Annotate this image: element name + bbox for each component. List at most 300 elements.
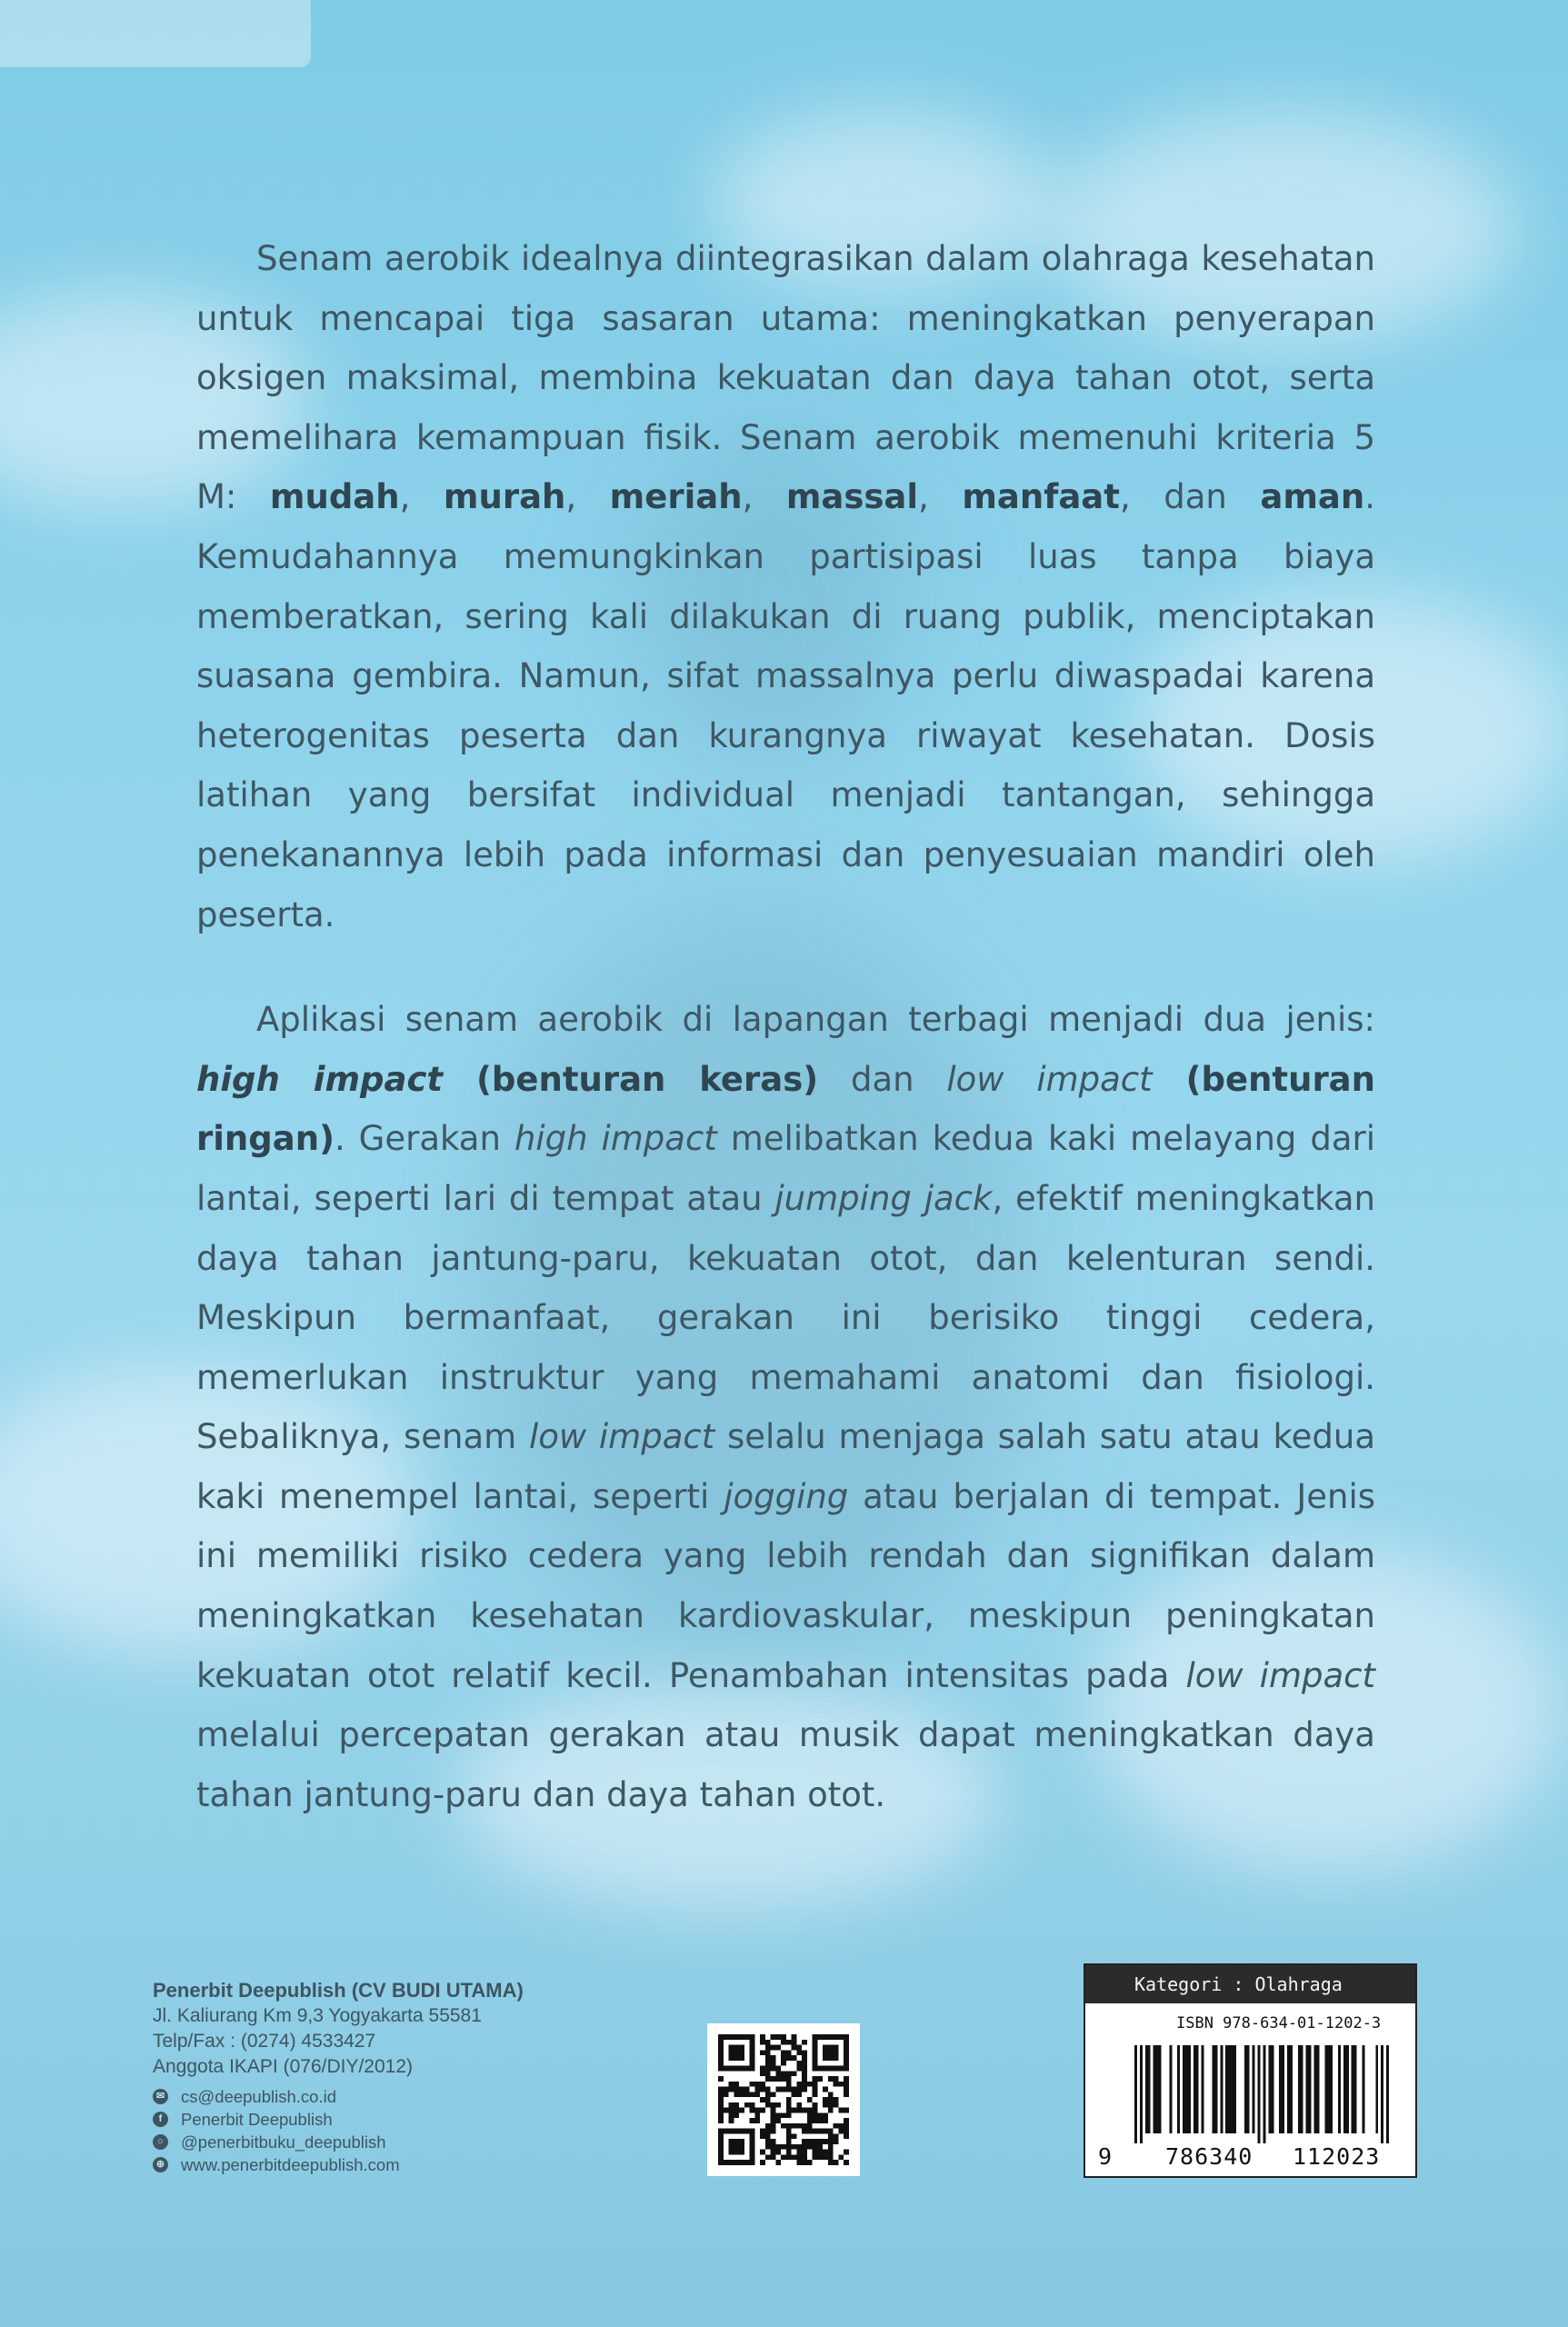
qr-module [792,2034,797,2040]
qr-module [834,2082,839,2087]
qr-module [786,2112,792,2118]
barcode-bar [1268,2045,1271,2133]
qr-module [729,2112,734,2118]
qr-module [718,2076,724,2082]
qr-module [771,2139,776,2144]
qr-module [786,2154,792,2160]
qr-module [834,2102,839,2108]
qr-module [813,2139,818,2144]
qr-module [802,2082,807,2087]
qr-module [786,2139,792,2144]
qr-module [792,2133,797,2139]
isbn-barcode [1084,1963,1417,2178]
qr-module [823,2087,828,2092]
barcode-bar [1279,2045,1282,2133]
qr-module [823,2102,828,2108]
qr-module [786,2150,792,2155]
barcode-bar [1306,2045,1309,2133]
qr-module [739,2092,744,2097]
barcode-bar [1148,2045,1151,2133]
qr-module [802,2066,807,2072]
contact-website: ⊕ www.penerbitdeepublish.com [153,2153,524,2176]
barcode-bar [1287,2045,1290,2133]
qr-module [765,2040,771,2045]
qr-module [802,2076,807,2082]
qr-module [734,2112,739,2118]
qr-code [707,2023,860,2176]
qr-module [771,2112,776,2118]
qr-module [786,2097,792,2102]
qr-module [796,2154,802,2160]
qr-module [754,2092,760,2097]
qr-module [834,2097,839,2102]
qr-module [771,2144,776,2150]
qr-module [771,2154,776,2160]
qr-module [754,2112,760,2118]
qr-module [844,2076,849,2082]
qr-module [844,2108,849,2113]
qr-module [817,2139,823,2144]
qr-module [807,2144,813,2150]
qr-module [786,2040,792,2045]
qr-module [786,2087,792,2092]
barcode-bar [1177,2045,1180,2133]
qr-module [775,2102,781,2108]
barcode-bar [1381,2045,1383,2143]
qr-module [781,2034,786,2040]
publisher-address: Jl. Kaliurang Km 9,3 Yogyakarta 55581 [153,2005,482,2026]
barcode-bar [1338,2045,1341,2133]
qr-module [802,2108,807,2113]
barcode-bar [1363,2045,1365,2133]
qr-module [786,2144,792,2150]
barcode-bar [1185,2045,1188,2133]
qr-module [771,2076,776,2082]
qr-module [729,2102,734,2108]
facebook-icon: f [153,2112,168,2127]
barcode-digits-right: 112023 [1293,2143,1381,2170]
qr-module [771,2129,776,2134]
qr-module [828,2139,834,2144]
barcode-bar [1196,2045,1199,2133]
qr-module [718,2112,724,2118]
qr-module [786,2055,792,2061]
qr-module [771,2123,776,2129]
qr-module [844,2129,849,2134]
qr-module [807,2112,813,2118]
qr-module [760,2087,765,2092]
qr-module [796,2123,802,2129]
qr-module [786,2133,792,2139]
qr-module [823,2118,828,2123]
qr-module [792,2144,797,2150]
qr-module [802,2061,807,2066]
barcode-bar [1346,2045,1349,2133]
qr-module [813,2102,818,2108]
qr-module [765,2123,771,2129]
qr-module [718,2118,724,2123]
qr-module [739,2087,744,2092]
qr-module [802,2144,807,2150]
qr-module [786,2082,792,2087]
qr-module [813,2154,818,2160]
qr-module [771,2066,776,2072]
qr-module [786,2108,792,2113]
qr-module [786,2076,792,2082]
qr-module [817,2154,823,2160]
qr-module [775,2076,781,2082]
contact-list [153,2085,524,2176]
qr-module [750,2092,755,2097]
barcode-bar [1253,2045,1255,2133]
qr-module [823,2112,828,2118]
publisher-name: Penerbit Deepublish (CV BUDI UTAMA) [153,1979,524,2002]
qr-module [754,2118,760,2123]
qr-module [823,2154,828,2160]
qr-module [781,2050,786,2055]
qr-module [828,2102,834,2108]
barcode-bar [1231,2045,1233,2133]
qr-module [781,2040,786,2045]
qr-module [802,2087,807,2092]
qr-module [813,2108,818,2113]
qr-module [754,2108,760,2113]
qr-module [771,2118,776,2123]
qr-module [828,2154,834,2160]
qr-module [807,2160,813,2165]
qr-module [828,2097,834,2102]
qr-module [786,2123,792,2129]
qr-module [838,2123,844,2129]
qr-module [729,2108,734,2113]
qr-finder [729,2045,744,2061]
qr-module [796,2061,802,2066]
barcode-bar [1258,2045,1261,2143]
barcode-bar [1140,2045,1143,2143]
qr-module [771,2150,776,2155]
publisher-phone: Telp/Fax : (0274) 4533427 [153,2031,376,2052]
contact-facebook: f Penerbit Deepublish [153,2108,524,2131]
qr-module [734,2087,739,2092]
qr-module [823,2150,828,2155]
qr-module [792,2092,797,2097]
qr-module [802,2150,807,2155]
qr-module [750,2102,755,2108]
qr-module [739,2108,744,2113]
qr-module [796,2066,802,2072]
qr-module [817,2150,823,2155]
qr-module [765,2144,771,2150]
qr-module [813,2082,818,2087]
qr-module [802,2123,807,2129]
qr-module [724,2087,729,2092]
qr-module [744,2092,750,2097]
qr-module [750,2108,755,2113]
qr-module [823,2129,828,2134]
qr-module [775,2112,781,2118]
isbn-text: ISBN 978-634-01-1202-3 [1176,2014,1382,2032]
qr-module [765,2071,771,2076]
qr-module [765,2087,771,2092]
qr-module [834,2139,839,2144]
qr-module [744,2102,750,2108]
barcode-graphic [1134,2045,1389,2143]
qr-module [775,2150,781,2155]
barcode-bar [1202,2045,1204,2133]
qr-module [792,2055,797,2061]
qr-module [802,2055,807,2061]
barcode-bar [1134,2045,1137,2143]
qr-module [734,2108,739,2113]
qr-module [796,2092,802,2097]
qr-module [834,2076,839,2082]
qr-module [792,2154,797,2160]
qr-module [775,2066,781,2072]
qr-module [775,2160,781,2165]
qr-module [828,2144,834,2150]
qr-module [813,2112,818,2118]
qr-module [760,2129,765,2134]
qr-finder [729,2139,744,2154]
qr-module [765,2154,771,2160]
qr-module [734,2102,739,2108]
qr-module [781,2087,786,2092]
qr-module [760,2160,765,2165]
back-cover-text [196,229,1375,1824]
qr-module [796,2102,802,2108]
qr-module [802,2050,807,2055]
barcode-bar [1271,2045,1273,2133]
paragraph-1: Senam aerobik idealnya diintegrasikan dalam olahraga kesehatan untuk mencapai tiga sasaran utama: meningkatkan penyerapan oksigen maksimal, membina kekuatan dan daya tahan otot, serta memelihara kemampuan fisik. Senam aerobik memenuhi kriteria 5 M: mudah, murah, meriah, massal, manfaat, dan aman. Kemudahannya memungkinkan partisipasi luas tanpa biaya memberatkan, sering kali dilakukan di ruang publik, menciptakan suasana gembira. Namun, sifat massalnya perlu diwaspadai karena heterogenitas peserta dan kurangnya riwayat kesehatan. Dosis latihan yang bersifat individual menjadi tantangan, sehingga penekanannya lebih pada informasi dan penyesuaian mandiri oleh peserta. [196,239,1375,934]
qr-module [781,2144,786,2150]
qr-module [844,2133,849,2139]
qr-module [796,2144,802,2150]
qr-module [771,2108,776,2113]
qr-module [775,2118,781,2123]
barcode-bar [1156,2045,1159,2133]
qr-module [828,2108,834,2113]
qr-module [813,2129,818,2134]
barcode-bar [1301,2045,1303,2133]
barcode-bar [1324,2045,1327,2133]
qr-module [817,2129,823,2134]
barcode-bar [1225,2045,1228,2133]
barcode-bar [1159,2045,1162,2133]
qr-module [807,2097,813,2102]
qr-module [765,2102,771,2108]
qr-module [807,2118,813,2123]
barcode-bar [1290,2045,1293,2133]
barcode-bar [1309,2045,1312,2133]
barcode-bar [1228,2045,1231,2133]
qr-module [817,2112,823,2118]
qr-module [760,2034,765,2040]
qr-module [792,2123,797,2129]
qr-module [802,2071,807,2076]
qr-module [796,2087,802,2092]
qr-module [760,2040,765,2045]
qr-module [724,2092,729,2097]
qr-module [781,2112,786,2118]
barcode-bar [1386,2045,1389,2143]
qr-module [828,2076,834,2082]
qr-module [765,2133,771,2139]
qr-module [813,2076,818,2082]
qr-module [828,2150,834,2155]
qr-module [844,2082,849,2087]
qr-module [838,2129,844,2134]
qr-module [718,2087,724,2092]
qr-module [775,2045,781,2051]
qr-module [734,2082,739,2087]
qr-finder [823,2045,838,2061]
barcode-bars [1134,2045,1389,2143]
barcode-bar [1282,2045,1284,2133]
qr-module [813,2118,818,2123]
qr-module [796,2082,802,2087]
barcode-bar [1298,2045,1301,2133]
barcode-bar [1316,2045,1319,2133]
qr-module [802,2139,807,2144]
qr-module [828,2160,834,2165]
barcode-bar [1145,2045,1148,2133]
qr-module [771,2102,776,2108]
barcode-bar [1154,2045,1156,2133]
qr-module [817,2144,823,2150]
qr-module [823,2139,828,2144]
qr-module [781,2071,786,2076]
qr-module [844,2092,849,2097]
qr-module [786,2071,792,2076]
qr-module [765,2139,771,2144]
qr-module [760,2133,765,2139]
qr-module [734,2092,739,2097]
qr-module [781,2061,786,2066]
qr-module [781,2055,786,2061]
qr-module [765,2055,771,2061]
qr-module [828,2133,834,2139]
barcode-bar [1169,2045,1172,2133]
instagram-icon: ○ [153,2134,168,2150]
qr-module [754,2082,760,2087]
qr-module [817,2076,823,2082]
qr-module [813,2144,818,2150]
qr-module [834,2133,839,2139]
qr-module [813,2092,818,2097]
barcode-bar [1354,2045,1357,2133]
barcode-bar [1352,2045,1354,2133]
barcode-bar [1375,2045,1378,2133]
qr-module [718,2102,724,2108]
qr-module [813,2087,818,2092]
barcode-bar [1183,2045,1185,2133]
barcode-bar [1343,2045,1346,2133]
qr-module [834,2123,839,2129]
publisher-info [153,1978,524,2176]
qr-module [760,2150,765,2155]
qr-module [796,2150,802,2155]
contact-email: ✉ cs@deepublish.co.id [153,2085,524,2108]
publisher-member: Anggota IKAPI (076/DIY/2012) [153,2056,414,2077]
qr-module [807,2082,813,2087]
barcode-bar [1244,2045,1247,2133]
qr-module [760,2071,765,2076]
qr-module [760,2108,765,2113]
paragraph-2: Aplikasi senam aerobik di lapangan terbagi menjadi dua jenis: high impact (benturan keras) dan low impact (benturan ringan). Gerakan high impact melibatkan kedua kaki melayang dari lantai, seperti lari di tempat atau jumping jack, efektif meningkatkan daya tahan jantung-paru, kekuatan otot, dan kelenturan sendi. Meskipun bermanfaat, gerakan ini berisiko tinggi cedera, memerlukan instruktur yang memahami anatomi dan fisiologi. Sebaliknya, senam low impact selalu menjaga salah satu atau kedua kaki menempel lantai, seperti jogging atau berjalan di tempat. Jenis ini memiliki risiko cedera yang lebih rendah dan signifikan dalam meningkatkan kesehatan kardiovaskular, meskipun peningkatan kekuatan otot relatif kecil. Penambahan intensitas pada low impact melalui percepatan gerakan atau musik dapat meningkatkan daya tahan jantung-paru dan daya tahan otot. [196,1000,1376,1814]
qr-module [729,2118,734,2123]
barcode-bar [1233,2045,1236,2133]
qr-module [765,2129,771,2134]
qr-module [729,2087,734,2092]
qr-module [802,2154,807,2160]
category-label: Kategori : Olahraga [1085,1965,1415,2003]
barcode-bar [1263,2045,1265,2143]
qr-module [817,2118,823,2123]
qr-module [760,2097,765,2102]
qr-module [813,2150,818,2155]
qr-module [718,2108,724,2113]
qr-module [781,2123,786,2129]
qr-module [750,2082,755,2087]
qr-module [781,2076,786,2082]
qr-module [796,2160,802,2165]
qr-module [771,2045,776,2051]
qr-module [760,2066,765,2072]
qr-code-graphic [718,2034,849,2165]
qr-module [775,2144,781,2150]
qr-module [807,2108,813,2113]
qr-module [823,2097,828,2102]
qr-module [844,2150,849,2155]
qr-module [796,2045,802,2051]
qr-module [828,2129,834,2134]
qr-module [792,2045,797,2051]
qr-module [807,2129,813,2134]
qr-module [771,2092,776,2097]
qr-module [765,2092,771,2097]
qr-module [802,2160,807,2165]
qr-module [802,2129,807,2134]
barcode-bar [1327,2045,1330,2133]
qr-module [771,2055,776,2061]
barcode-bar [1214,2045,1217,2133]
qr-module [781,2154,786,2160]
barcode-bar [1313,2045,1316,2133]
qr-module [838,2154,844,2160]
qr-module [771,2034,776,2040]
qr-module [828,2092,834,2097]
qr-module [750,2118,755,2123]
qr-module [718,2092,724,2097]
qr-module [744,2087,750,2092]
qr-module [792,2071,797,2076]
qr-module [775,2087,781,2092]
qr-module [792,2108,797,2113]
barcode-digit-first: 9 [1098,2143,1113,2170]
qr-module [844,2123,849,2129]
globe-icon: ⊕ [153,2157,168,2172]
qr-module [807,2139,813,2144]
qr-module [765,2076,771,2082]
qr-module [760,2082,765,2087]
corner-tab [0,0,311,67]
qr-module [844,2160,849,2165]
qr-module [844,2087,849,2092]
barcode-bar [1212,2045,1214,2133]
qr-module [718,2097,724,2102]
qr-module [792,2087,797,2092]
qr-module [792,2040,797,2045]
